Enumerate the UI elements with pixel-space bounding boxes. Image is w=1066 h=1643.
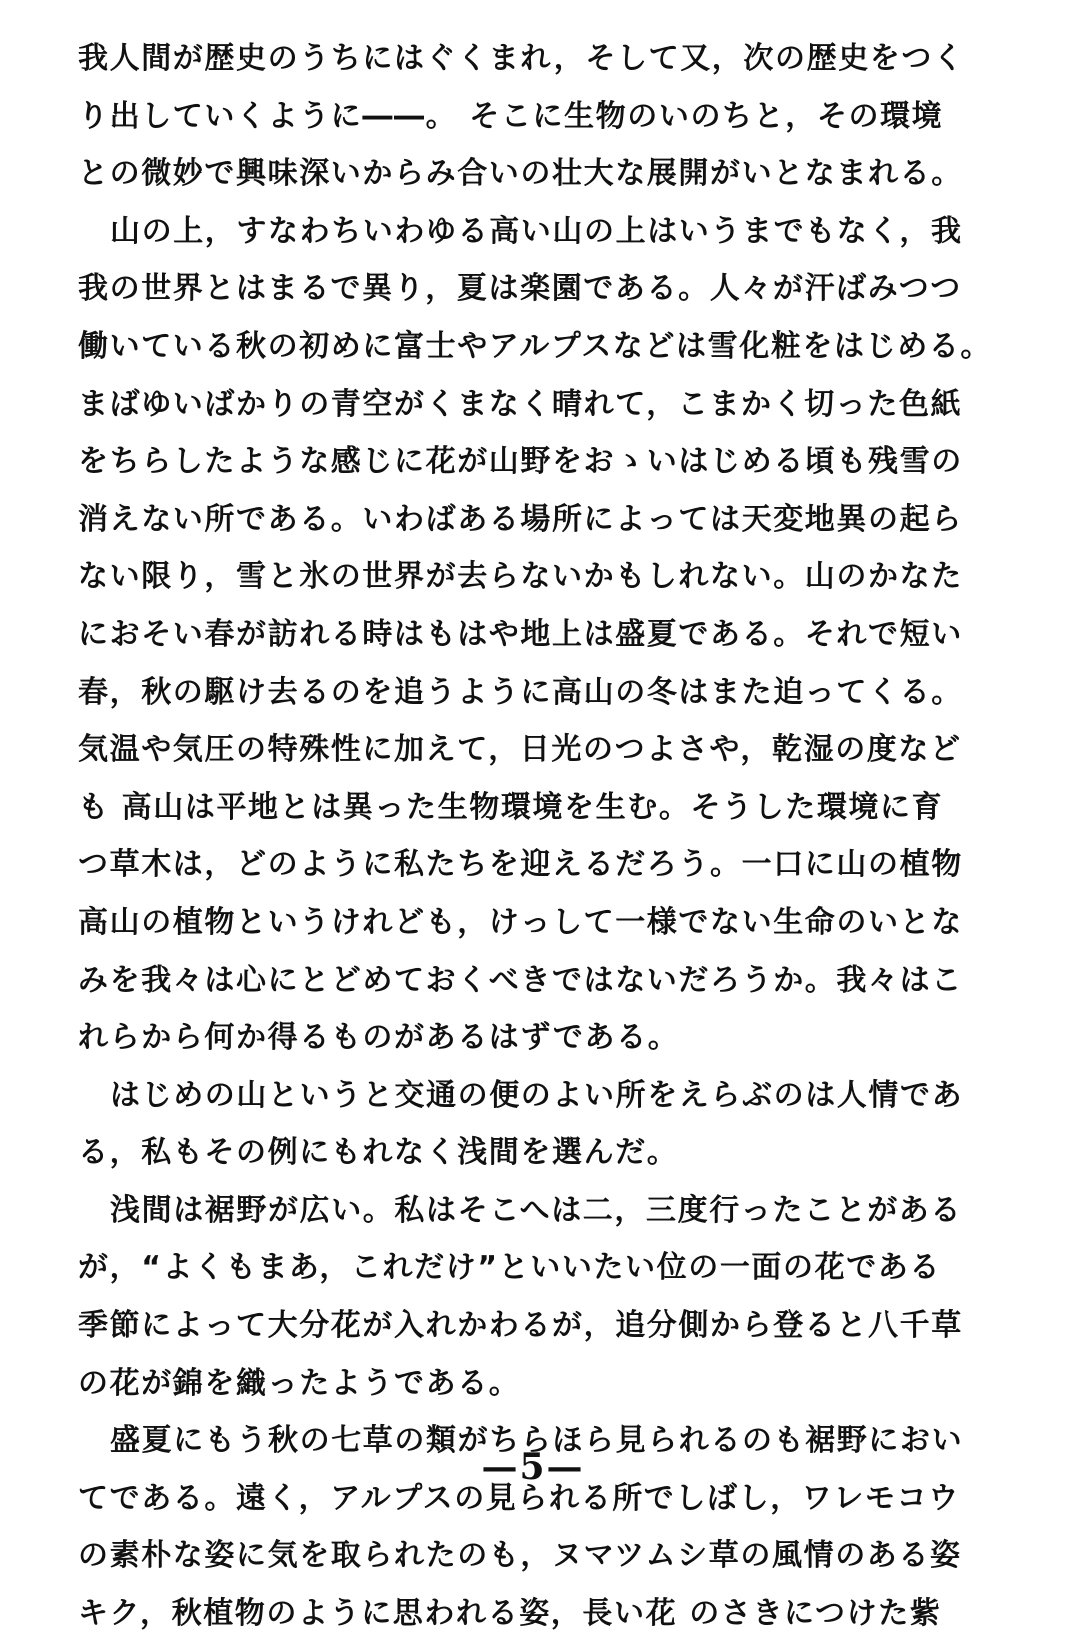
body-text [78, 30, 1008, 1643]
text-line: 我人間が歴史のうちにはぐくまれ，そして又，次の歴史をつく [78, 41, 965, 76]
text-line: キク，秋植物のように思われる姿，長い花 のさきにつけた紫 [78, 1596, 942, 1632]
text-line: ない限り，雪と氷の世界が去らないかもしれない。山のかなた [78, 559, 963, 595]
text-line: 浅間は裾野が広い。私はそこへは二，三度行ったことがある [110, 1192, 962, 1228]
text-line: が，“よくもまあ，これだけ”といいたい位の一面の花である [78, 1250, 942, 1286]
text-line: 季節によって大分花が入れかわるが，追分側から登ると八千草 [78, 1308, 963, 1344]
text-line: との微妙で興味深いからみ合いの壮大な展開がいとなまれる。 [78, 156, 963, 192]
text-line: の素朴な姿に気を取られたのも，ヌマツムシ草の風情のある姿 [78, 1538, 962, 1574]
text-line: 消えない所である。いわばある場所によっては天変地異の起ら [78, 501, 963, 537]
text-line: みを我々は心にとどめておくべきではないだろうか。我々はこ [78, 962, 963, 998]
text-line: 高山の植物というけれども，けっして一様でない生命のいとな [78, 904, 963, 940]
text-line: はじめの山というと交通の便のよい所をえらぶのは人情であ [110, 1077, 964, 1113]
text-line: る，私もその例にもれなく浅間を選んだ。 [78, 1135, 679, 1171]
text-line: れらから何か得るものがあるはずである。 [78, 1020, 680, 1056]
text-line: 山の上，すなわちいわゆる高い山の上はいうまでもなく，我 [110, 213, 963, 249]
text-line: つ草木は，どのように私たちを迎えるだろう。一口に山の植物 [78, 847, 963, 883]
text-line: 我の世界とはまるで異り，夏は楽園である。人々が汗ばみつつ [78, 271, 962, 307]
text-line: 気温や気圧の特殊性に加えて，日光のつよさや，乾湿の度など [78, 732, 962, 768]
page-number: —5— [481, 1446, 585, 1488]
text-line: てである。遠く，アルプスの見られる所でしばし，ワレモコウ [78, 1480, 960, 1516]
text-line: におそい春が訪れる時はもはや地上は盛夏である。それで短い [78, 616, 963, 652]
text-line: をちらしたような感じに花が山野をおゝいはじめる頃も残雪の [78, 444, 963, 480]
text-line: まばゆいばかりの青空がくまなく晴れて，こまかく切った色紙 [78, 386, 963, 422]
text-line: り出していくように――。 そこに生物のいのちと，その環境 [78, 98, 944, 134]
text-line: 働いている秋の初めに富士やアルプスなどは雪化粧をはじめる。 [78, 328, 992, 364]
text-line: 盛夏にもう秋の七草の類がちらほら見られるのも裾野におい [110, 1423, 964, 1459]
text-line: も 高山は平地とは異った生物環境を生む。そうした環境に育 [78, 789, 944, 825]
text-line: 春，秋の駆け去るのを追うように高山の冬はまた迫ってくる。 [78, 674, 963, 710]
text-line: の花が錦を織ったようである。 [78, 1365, 521, 1401]
